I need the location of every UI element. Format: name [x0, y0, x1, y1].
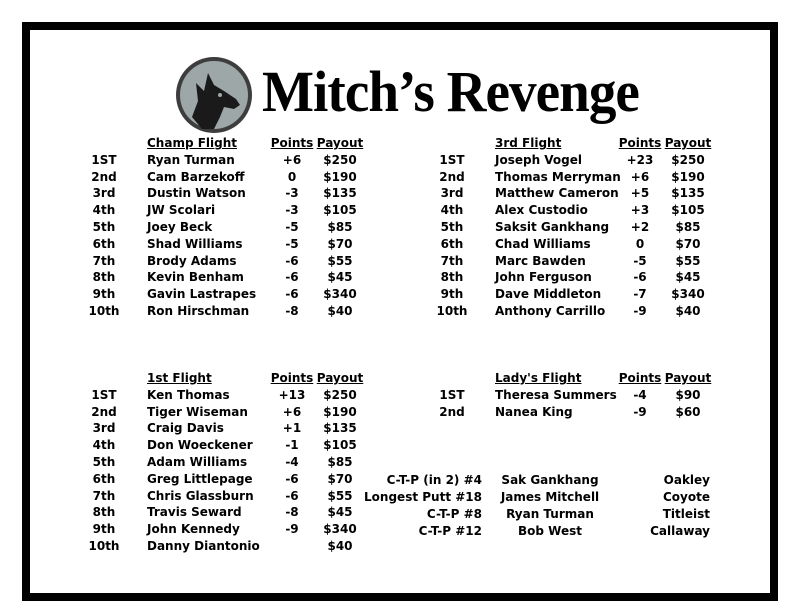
player-name: Shad Williams: [147, 236, 243, 251]
player-name: Dave Middleton: [495, 287, 602, 302]
table-row: [88, 185, 378, 202]
points-header: Points: [618, 371, 662, 385]
place: 3rd: [440, 186, 464, 201]
table-row: [88, 303, 378, 320]
place: 9th: [92, 287, 116, 302]
contest-winner: Sak Gankhang: [501, 473, 599, 487]
player-name: Cam Barzekoff: [147, 169, 245, 184]
points: -9: [285, 522, 299, 537]
contest-winner: James Mitchell: [500, 490, 600, 504]
payout: $45: [675, 270, 701, 285]
table-row: [436, 404, 726, 421]
points: -6: [285, 253, 299, 268]
table-row: [436, 236, 726, 253]
table-row: [88, 236, 378, 253]
payout: $85: [327, 220, 353, 234]
points: -8: [285, 304, 299, 318]
payout: $85: [675, 220, 701, 234]
place: 6th: [92, 471, 116, 486]
points: -6: [633, 270, 647, 285]
contest-event: C-T-P #8: [426, 507, 482, 521]
player-name: Anthony Carrillo: [495, 304, 606, 318]
points: -4: [633, 387, 647, 402]
payout: $105: [323, 438, 357, 453]
payout-header: Payout: [664, 136, 712, 150]
place: 5th: [440, 220, 464, 234]
place: 7th: [92, 253, 116, 268]
table-row: [436, 269, 726, 286]
table-row: [436, 286, 726, 303]
player-name: Theresa Summers: [495, 387, 617, 402]
payout: $135: [323, 421, 357, 436]
table-row: [88, 437, 378, 454]
payout: $250: [671, 152, 705, 167]
table-row: [88, 202, 378, 219]
payout: $70: [675, 236, 701, 251]
place: 9th: [440, 287, 464, 302]
place: 10th: [436, 304, 468, 318]
player-name: Gavin Lastrapes: [147, 287, 257, 302]
payout: $105: [323, 203, 357, 218]
points: -6: [285, 488, 299, 503]
payout: $135: [671, 186, 705, 201]
points: -5: [285, 220, 299, 234]
table-row: [436, 202, 726, 219]
player-name: John Ferguson: [495, 270, 592, 285]
payout: $40: [675, 304, 701, 318]
payout-header: Payout: [664, 371, 712, 385]
payout: $70: [327, 471, 353, 486]
payout: $190: [323, 404, 357, 419]
player-name: Brody Adams: [147, 253, 237, 268]
payout: $40: [327, 304, 353, 318]
points: -6: [285, 471, 299, 486]
table-header: [88, 370, 378, 387]
table-row: [436, 152, 726, 169]
player-name: Joseph Vogel: [495, 152, 583, 167]
place: 4th: [440, 203, 464, 218]
payout: $190: [671, 169, 705, 184]
place: 7th: [440, 253, 464, 268]
payout: $55: [327, 253, 353, 268]
table-row: [88, 387, 378, 404]
table-header: [436, 135, 726, 152]
payout: $105: [671, 203, 705, 218]
payout: $55: [327, 488, 353, 503]
points: -8: [285, 505, 299, 520]
points: -9: [633, 404, 647, 419]
points-header: Points: [270, 136, 314, 150]
contest-winner: Ryan Turman: [506, 507, 594, 521]
table-row: [88, 253, 378, 270]
player-name: Alex Custodio: [495, 203, 588, 218]
contest-prize: Callaway: [650, 524, 710, 538]
player-name: Adam Williams: [147, 455, 248, 469]
points: -7: [633, 287, 647, 302]
place: 4th: [92, 438, 116, 453]
points: -6: [285, 270, 299, 285]
player-name: Craig Davis: [147, 421, 224, 436]
player-name: Kevin Benham: [147, 270, 244, 285]
payout: $70: [327, 236, 353, 251]
payout: $90: [675, 387, 701, 402]
place: 3rd: [92, 421, 116, 436]
payout: $45: [327, 270, 353, 285]
player-name: Marc Bawden: [495, 253, 586, 268]
place: 8th: [92, 505, 116, 520]
points: -3: [285, 203, 299, 218]
table-header: [88, 135, 378, 152]
place: 2nd: [439, 169, 465, 184]
place: 2nd: [91, 404, 117, 419]
place: 6th: [440, 236, 464, 251]
flight-name: 1st Flight: [147, 371, 212, 385]
points: +2: [630, 220, 650, 234]
points: +6: [282, 404, 302, 419]
payout: $135: [323, 186, 357, 201]
player-name: Chad Williams: [495, 236, 591, 251]
table-row: [436, 169, 726, 186]
payout: $250: [323, 387, 357, 402]
payout: $340: [671, 287, 705, 302]
points: -3: [285, 186, 299, 201]
table-row: [88, 454, 378, 471]
contest-prize: Coyote: [663, 490, 710, 504]
contest-event: C-T-P (in 2) #4: [386, 473, 482, 487]
table-row: [436, 219, 726, 236]
table-row: [436, 387, 726, 404]
table-row: [88, 169, 378, 186]
table-row: [88, 286, 378, 303]
place: 6th: [92, 236, 116, 251]
points: +6: [282, 152, 302, 167]
player-name: JW Scolari: [147, 203, 216, 218]
player-name: Joey Beck: [147, 220, 213, 234]
points: -4: [285, 455, 299, 469]
place: 5th: [92, 455, 116, 469]
place: 10th: [88, 539, 120, 553]
player-name: John Kennedy: [147, 522, 240, 537]
place: 10th: [88, 304, 120, 318]
player-name: Ken Thomas: [147, 387, 230, 402]
points: -1: [285, 438, 299, 453]
player-name: Tiger Wiseman: [147, 404, 248, 419]
points: +1: [282, 421, 302, 436]
player-name: Danny Diantonio: [147, 539, 260, 553]
player-name: Nanea King: [495, 404, 573, 419]
contest-prize: Titleist: [662, 507, 710, 521]
flight-name: 3rd Flight: [495, 136, 562, 150]
place: 3rd: [92, 186, 116, 201]
flight-name: Champ Flight: [147, 136, 238, 150]
player-name: Chris Glassburn: [147, 488, 254, 503]
payout: $250: [323, 152, 357, 167]
place: 1ST: [91, 387, 117, 402]
place: 5th: [92, 220, 116, 234]
table-header: [436, 370, 726, 387]
payout: $40: [327, 539, 353, 553]
points-header: Points: [270, 371, 314, 385]
payout: $340: [323, 287, 357, 302]
place: 2nd: [439, 404, 465, 419]
points: -9: [633, 304, 647, 318]
table-row: [436, 253, 726, 270]
flight-name: Lady's Flight: [495, 371, 582, 385]
table-row: [88, 420, 378, 437]
points: +6: [630, 169, 650, 184]
place: 1ST: [439, 152, 465, 167]
points: +13: [278, 387, 306, 402]
table-row: [88, 152, 378, 169]
place: 8th: [440, 270, 464, 285]
place: 8th: [92, 270, 116, 285]
contest-event: C-T-P #12: [418, 524, 482, 538]
table-row: [88, 219, 378, 236]
payout: $85: [327, 455, 353, 469]
player-name: Greg Littlepage: [147, 471, 253, 486]
points: 0: [287, 169, 297, 184]
place: 9th: [92, 522, 116, 537]
payout: $340: [323, 522, 357, 537]
player-name: Saksit Gankhang: [495, 220, 610, 234]
points-header: Points: [618, 136, 662, 150]
payout: $60: [675, 404, 701, 419]
player-name: Ron Hirschman: [147, 304, 250, 318]
payout: $55: [675, 253, 701, 268]
place: 7th: [92, 488, 116, 503]
points: -5: [285, 236, 299, 251]
place: 1ST: [91, 152, 117, 167]
player-name: Matthew Cameron: [495, 186, 619, 201]
points: -5: [633, 253, 647, 268]
points: 0: [635, 236, 645, 251]
table-row: [88, 538, 378, 555]
payout-header: Payout: [316, 371, 364, 385]
table-row: [88, 404, 378, 421]
payout-header: Payout: [316, 136, 364, 150]
place: 2nd: [91, 169, 117, 184]
contest-winner: Bob West: [518, 524, 582, 538]
points: -6: [285, 287, 299, 302]
points: +3: [630, 203, 650, 218]
points: +5: [630, 186, 650, 201]
page-title: Mitch’s Revenge: [262, 59, 639, 124]
contest-prize: Oakley: [663, 473, 710, 487]
table-row: [436, 185, 726, 202]
place: 4th: [92, 203, 116, 218]
contest-event: Longest Putt #18: [364, 490, 482, 504]
player-name: Travis Seward: [147, 505, 242, 520]
player-name: Dustin Watson: [147, 186, 246, 201]
player-name: Don Woeckener: [147, 438, 253, 453]
points: +23: [626, 152, 654, 167]
table-row: [436, 303, 726, 320]
table-row: [88, 269, 378, 286]
player-name: Ryan Turman: [147, 152, 235, 167]
player-name: Thomas Merryman: [495, 169, 621, 184]
payout: $45: [327, 505, 353, 520]
place: 1ST: [439, 387, 465, 402]
payout: $190: [323, 169, 357, 184]
dog-head-icon: [174, 55, 254, 135]
